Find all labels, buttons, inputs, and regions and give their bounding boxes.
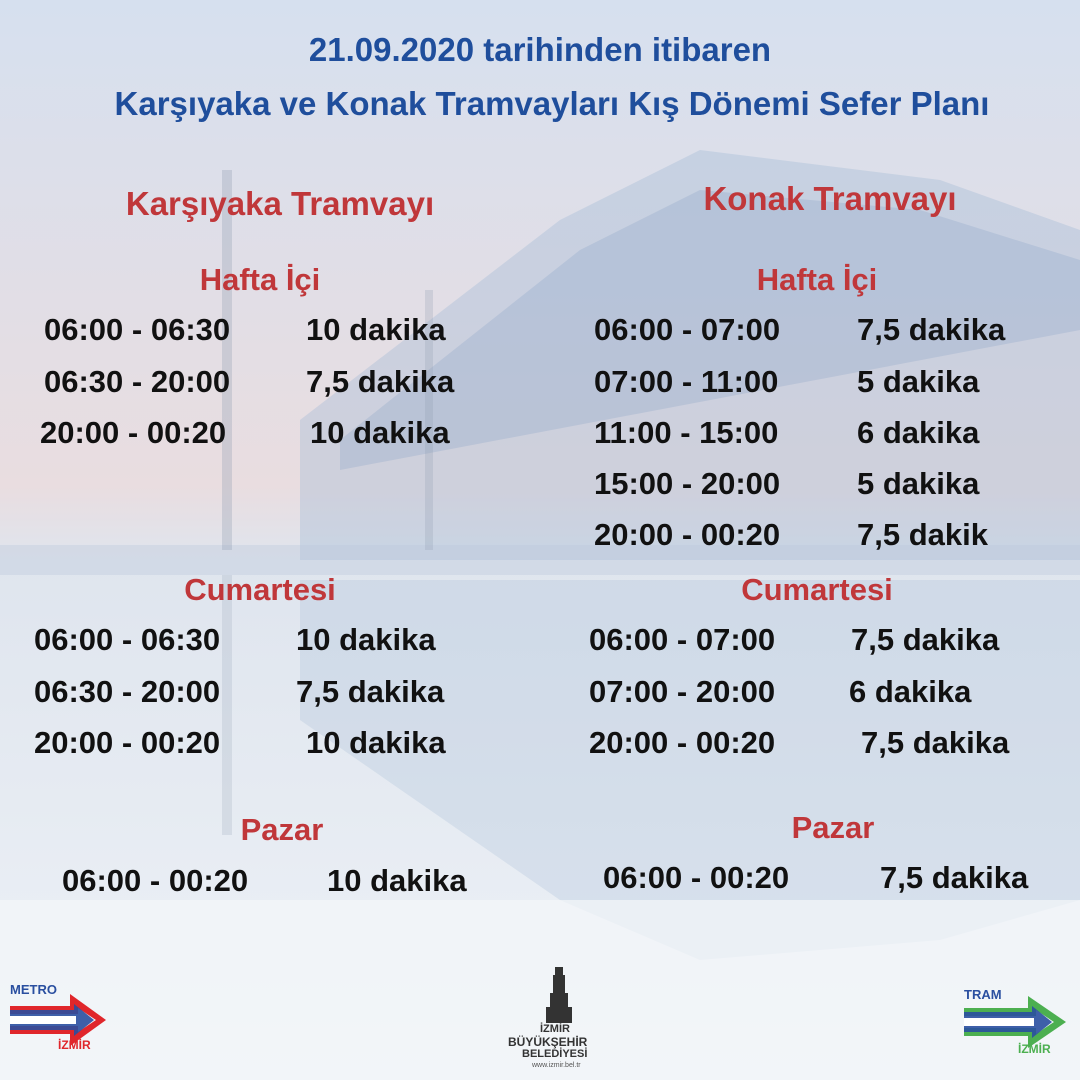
karsiyaka-weekday-time-2: 06:30 - 20:00 bbox=[44, 364, 231, 399]
konak-saturday-time-2: 07:00 - 20:00 bbox=[589, 674, 776, 709]
karsiyaka-sunday-time-1: 06:00 - 00:20 bbox=[62, 863, 249, 898]
konak-weekday-time-3: 11:00 - 15:00 bbox=[594, 415, 779, 450]
izmir-buyuksehir-logo bbox=[500, 965, 620, 1075]
konak-saturday-freq-2: 6 dakika bbox=[849, 674, 972, 709]
konak-sunday-time-1: 06:00 - 00:20 bbox=[603, 860, 790, 895]
karsiyaka-saturday-time-2: 06:30 - 20:00 bbox=[34, 674, 221, 709]
karsiyaka-saturday-freq-1: 10 dakika bbox=[296, 622, 436, 657]
karsiyaka-sunday-freq-1: 10 dakika bbox=[327, 863, 467, 898]
konak-weekday-freq-1: 7,5 dakika bbox=[857, 312, 1006, 347]
karsiyaka-weekday-freq-2: 7,5 dakika bbox=[306, 364, 455, 399]
konak-weekday-time-2: 07:00 - 11:00 bbox=[594, 364, 779, 399]
konak-sunday-heading: Pazar bbox=[791, 810, 875, 845]
konak-weekday-freq-2: 5 dakika bbox=[857, 364, 980, 399]
konak-saturday-freq-1: 7,5 dakika bbox=[851, 622, 1000, 657]
metro-logo-bottom-text: İZMİR bbox=[58, 1038, 91, 1052]
karsiyaka-saturday-time-1: 06:00 - 06:30 bbox=[34, 622, 221, 657]
karsiyaka-weekday-heading: Hafta İçi bbox=[199, 262, 321, 297]
karsiyaka-saturday-heading: Cumartesi bbox=[184, 572, 336, 607]
metro-logo-top-text: METRO bbox=[10, 982, 57, 997]
konak-tram-heading: Konak Tramvayı bbox=[703, 180, 957, 217]
konak-weekday-freq-4: 5 dakika bbox=[857, 466, 980, 501]
ibb-logo-url: www.izmir.bel.tr bbox=[532, 1062, 581, 1069]
metro-izmir-logo bbox=[8, 980, 108, 1055]
karsiyaka-sunday-heading: Pazar bbox=[240, 812, 324, 847]
karsiyaka-weekday-freq-3: 10 dakika bbox=[310, 415, 450, 450]
konak-weekday-freq-3: 6 dakika bbox=[857, 415, 980, 450]
ibb-logo-line1: İZMİR bbox=[540, 1023, 570, 1035]
konak-weekday-time-4: 15:00 - 20:00 bbox=[594, 466, 781, 501]
karsiyaka-saturday-time-3: 20:00 - 00:20 bbox=[34, 725, 221, 760]
karsiyaka-tram-heading: Karşıyaka Tramvayı bbox=[125, 185, 435, 222]
schedule-main-heading: Karşıyaka ve Konak Tramvayları Kış Dönemi Sefer Planı bbox=[114, 85, 990, 122]
konak-saturday-freq-3: 7,5 dakika bbox=[861, 725, 1010, 760]
karsiyaka-saturday-freq-3: 10 dakika bbox=[306, 725, 446, 760]
konak-saturday-time-1: 06:00 - 07:00 bbox=[589, 622, 776, 657]
konak-sunday-freq-1: 7,5 dakika bbox=[880, 860, 1029, 895]
karsiyaka-weekday-freq-1: 10 dakika bbox=[306, 312, 446, 347]
schedule-date-heading: 21.09.2020 tarihinden itibaren bbox=[308, 31, 772, 68]
konak-weekday-heading: Hafta İçi bbox=[756, 262, 878, 297]
karsiyaka-weekday-time-3: 20:00 - 00:20 bbox=[40, 415, 227, 450]
konak-weekday-freq-5: 7,5 dakik bbox=[857, 517, 988, 552]
konak-saturday-time-3: 20:00 - 00:20 bbox=[589, 725, 776, 760]
karsiyaka-saturday-freq-2: 7,5 dakika bbox=[296, 674, 445, 709]
ibb-logo-line2: BÜYÜKŞEHİR bbox=[508, 1035, 588, 1049]
konak-weekday-time-5: 20:00 - 00:20 bbox=[594, 517, 781, 552]
konak-saturday-heading: Cumartesi bbox=[741, 572, 893, 607]
karsiyaka-weekday-time-1: 06:00 - 06:30 bbox=[44, 312, 231, 347]
tram-logo-top-text: TRAM bbox=[964, 987, 1002, 1002]
konak-weekday-time-1: 06:00 - 07:00 bbox=[594, 312, 781, 347]
clock-tower-icon bbox=[500, 965, 620, 1025]
ibb-logo-line3: BELEDİYESİ bbox=[522, 1048, 588, 1060]
tram-logo-bottom-text: İZMİR bbox=[1018, 1042, 1051, 1056]
tram-izmir-logo bbox=[962, 986, 1068, 1058]
